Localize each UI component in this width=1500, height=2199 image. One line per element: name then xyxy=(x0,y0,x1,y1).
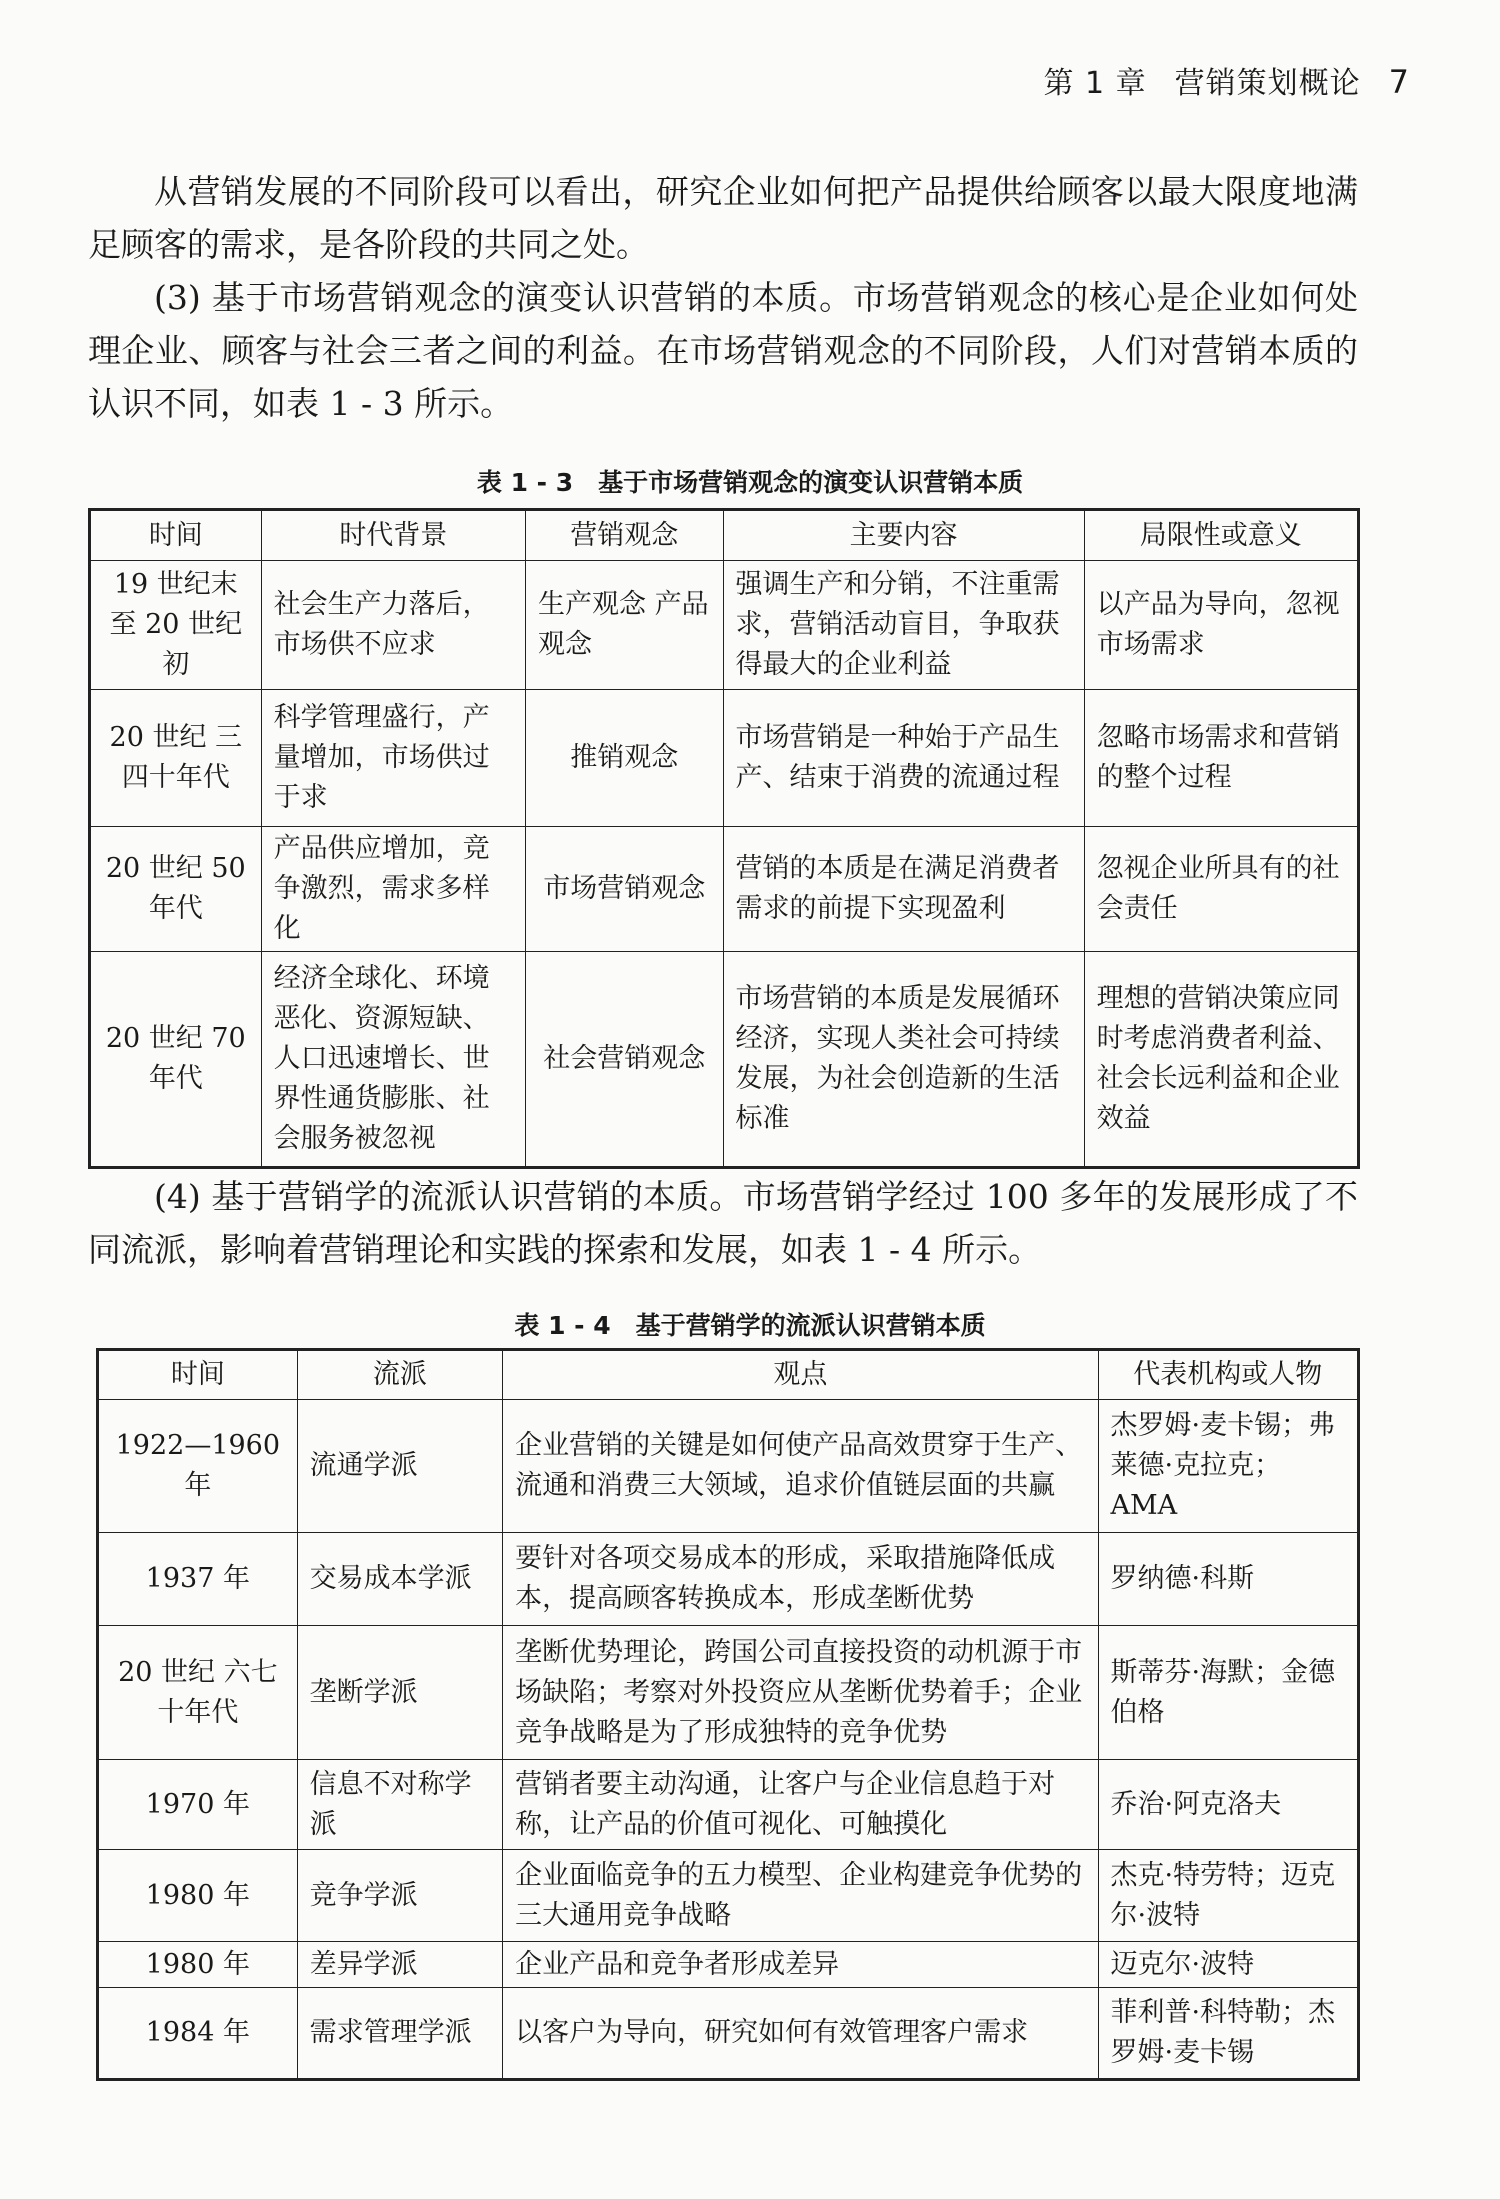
paragraph-3: (4) 基于营销学的流派认识营销的本质。市场营销学经过 100 多年的发展形成了不同流派，影响着营销理论和实践的探索和发展，如表 1 - 4 所示。 xyxy=(88,1177,1358,1269)
table-1-3-caption: 表 1 - 3 基于市场营销观念的演变认识营销本质 xyxy=(476,468,1024,497)
paragraph-1: 从营销发展的不同阶段可以看出，研究企业如何把产品提供给顾客以最大限度地满足顾客的需求，是各阶段的共同之处。 xyxy=(88,172,1358,264)
table-cell: 以客户为导向，研究如何有效管理客户需求 xyxy=(503,1988,1098,2080)
header-cell: 时代背景 xyxy=(261,510,525,561)
chapter-title: 营销策划概论 xyxy=(1174,66,1361,101)
table-cell: 1980 年 xyxy=(98,1850,298,1942)
table-cell: 垄断优势理论，跨国公司直接投资的动机源于市场缺陷；考察对外投资应从垄断优势着手；企业竞争战略是为了形成独特的竞争优势 xyxy=(503,1626,1098,1760)
table-cell: 1980 年 xyxy=(98,1942,298,1988)
table-1-4-caption: 表 1 - 4 基于营销学的流派认识营销本质 xyxy=(514,1311,986,1340)
table-cell: 菲利普·科特勒；杰罗姆·麦卡锡 xyxy=(1098,1988,1359,2080)
table-1-3 xyxy=(88,508,1360,1169)
header-cell: 时间 xyxy=(98,1350,298,1400)
table-cell: 信息不对称学派 xyxy=(297,1760,503,1850)
table-cell: 科学管理盛行，产量增加，市场供过于求 xyxy=(261,690,525,827)
chapter-number: 第 1 章 xyxy=(1043,66,1147,101)
table-cell: 20 世纪 三四十年代 xyxy=(90,690,262,827)
table-cell: 产品供应增加，竞争激烈，需求多样化 xyxy=(261,827,525,952)
table-cell: 营销者要主动沟通，让客户与企业信息趋于对称，让产品的价值可视化、可触摸化 xyxy=(503,1760,1098,1850)
header-cell: 观点 xyxy=(503,1350,1098,1400)
paragraph-2: (3) 基于市场营销观念的演变认识营销的本质。市场营销观念的核心是企业如何处理企业、顾客与社会三者之间的利益。在市场营销观念的不同阶段，人们对营销本质的认识不同，如表 1 - 3 所示。 xyxy=(88,278,1358,423)
table-row xyxy=(98,1850,1359,1942)
table-cell: 20 世纪 70 年代 xyxy=(90,952,262,1168)
table-cell: 社会生产力落后，市场供不应求 xyxy=(261,561,525,690)
table-header-row xyxy=(98,1350,1359,1400)
table-cell: 1970 年 xyxy=(98,1760,298,1850)
table-cell: 企业产品和竞争者形成差异 xyxy=(503,1942,1098,1988)
table-cell: 社会营销观念 xyxy=(526,952,724,1168)
header-cell: 营销观念 xyxy=(526,510,724,561)
table-cell: 交易成本学派 xyxy=(297,1533,503,1626)
table-cell: 1922—1960 年 xyxy=(98,1400,298,1533)
table-cell: 营销的本质是在满足消费者需求的前提下实现盈利 xyxy=(723,827,1084,952)
table-cell: 1984 年 xyxy=(98,1988,298,2080)
table-row xyxy=(90,827,1359,952)
table-row xyxy=(90,561,1359,690)
table-cell: 迈克尔·波特 xyxy=(1098,1942,1359,1988)
table-cell: 市场营销观念 xyxy=(526,827,724,952)
table-cell: 差异学派 xyxy=(297,1942,503,1988)
table-cell: 垄断学派 xyxy=(297,1626,503,1760)
table-cell: 企业面临竞争的五力模型、企业构建竞争优势的三大通用竞争战略 xyxy=(503,1850,1098,1942)
header-cell: 代表机构或人物 xyxy=(1098,1350,1359,1400)
table-cell: 19 世纪末至 20 世纪初 xyxy=(90,561,262,690)
table-cell: 忽略市场需求和营销的整个过程 xyxy=(1084,690,1358,827)
table-cell: 罗纳德·科斯 xyxy=(1098,1533,1359,1626)
table-cell: 需求管理学派 xyxy=(297,1988,503,2080)
table-cell: 市场营销的本质是发展循环经济，实现人类社会可持续发展，为社会创造新的生活标准 xyxy=(723,952,1084,1168)
table-row xyxy=(98,1533,1359,1626)
table-row xyxy=(98,1626,1359,1760)
page-number: 7 xyxy=(1388,63,1410,101)
table-cell: 流通学派 xyxy=(297,1400,503,1533)
table-cell: 经济全球化、环境恶化、资源短缺、人口迅速增长、世界性通货膨胀、社会服务被忽视 xyxy=(261,952,525,1168)
table-cell: 以产品为导向，忽视市场需求 xyxy=(1084,561,1358,690)
table-cell: 推销观念 xyxy=(526,690,724,827)
table-cell: 忽视企业所具有的社会责任 xyxy=(1084,827,1358,952)
table-cell: 生产观念 产品观念 xyxy=(526,561,724,690)
table-row xyxy=(90,952,1359,1168)
table-cell: 20 世纪 50 年代 xyxy=(90,827,262,952)
table-cell: 20 世纪 六七十年代 xyxy=(98,1626,298,1760)
running-head xyxy=(1043,58,1410,102)
table-cell: 企业营销的关键是如何使产品高效贯穿于生产、流通和消费三大领域，追求价值链层面的共赢 xyxy=(503,1400,1098,1533)
table-cell: 强调生产和分销，不注重需求，营销活动盲目，争取获得最大的企业利益 xyxy=(723,561,1084,690)
table-cell: 1937 年 xyxy=(98,1533,298,1626)
header-cell: 流派 xyxy=(297,1350,503,1400)
table-row xyxy=(98,1400,1359,1533)
header-cell: 主要内容 xyxy=(723,510,1084,561)
table-header-row xyxy=(90,510,1359,561)
table-cell: 市场营销是一种始于产品生产、结束于消费的流通过程 xyxy=(723,690,1084,827)
table-cell: 斯蒂芬·海默；金德伯格 xyxy=(1098,1626,1359,1760)
table-row xyxy=(98,1988,1359,2080)
table-cell: 要针对各项交易成本的形成，采取措施降低成本，提高顾客转换成本，形成垄断优势 xyxy=(503,1533,1098,1626)
header-cell: 局限性或意义 xyxy=(1084,510,1358,561)
table-1-4 xyxy=(96,1348,1360,2081)
table-cell: 杰克·特劳特；迈克尔·波特 xyxy=(1098,1850,1359,1942)
table-row xyxy=(98,1760,1359,1850)
header-cell: 时间 xyxy=(90,510,262,561)
table-row xyxy=(90,690,1359,827)
table-cell: 杰罗姆·麦卡锡；弗莱德·克拉克；AMA xyxy=(1098,1400,1359,1533)
table-cell: 竞争学派 xyxy=(297,1850,503,1942)
table-cell: 理想的营销决策应同时考虑消费者利益、社会长远利益和企业效益 xyxy=(1084,952,1358,1168)
table-cell: 乔治·阿克洛夫 xyxy=(1098,1760,1359,1850)
table-row xyxy=(98,1942,1359,1988)
